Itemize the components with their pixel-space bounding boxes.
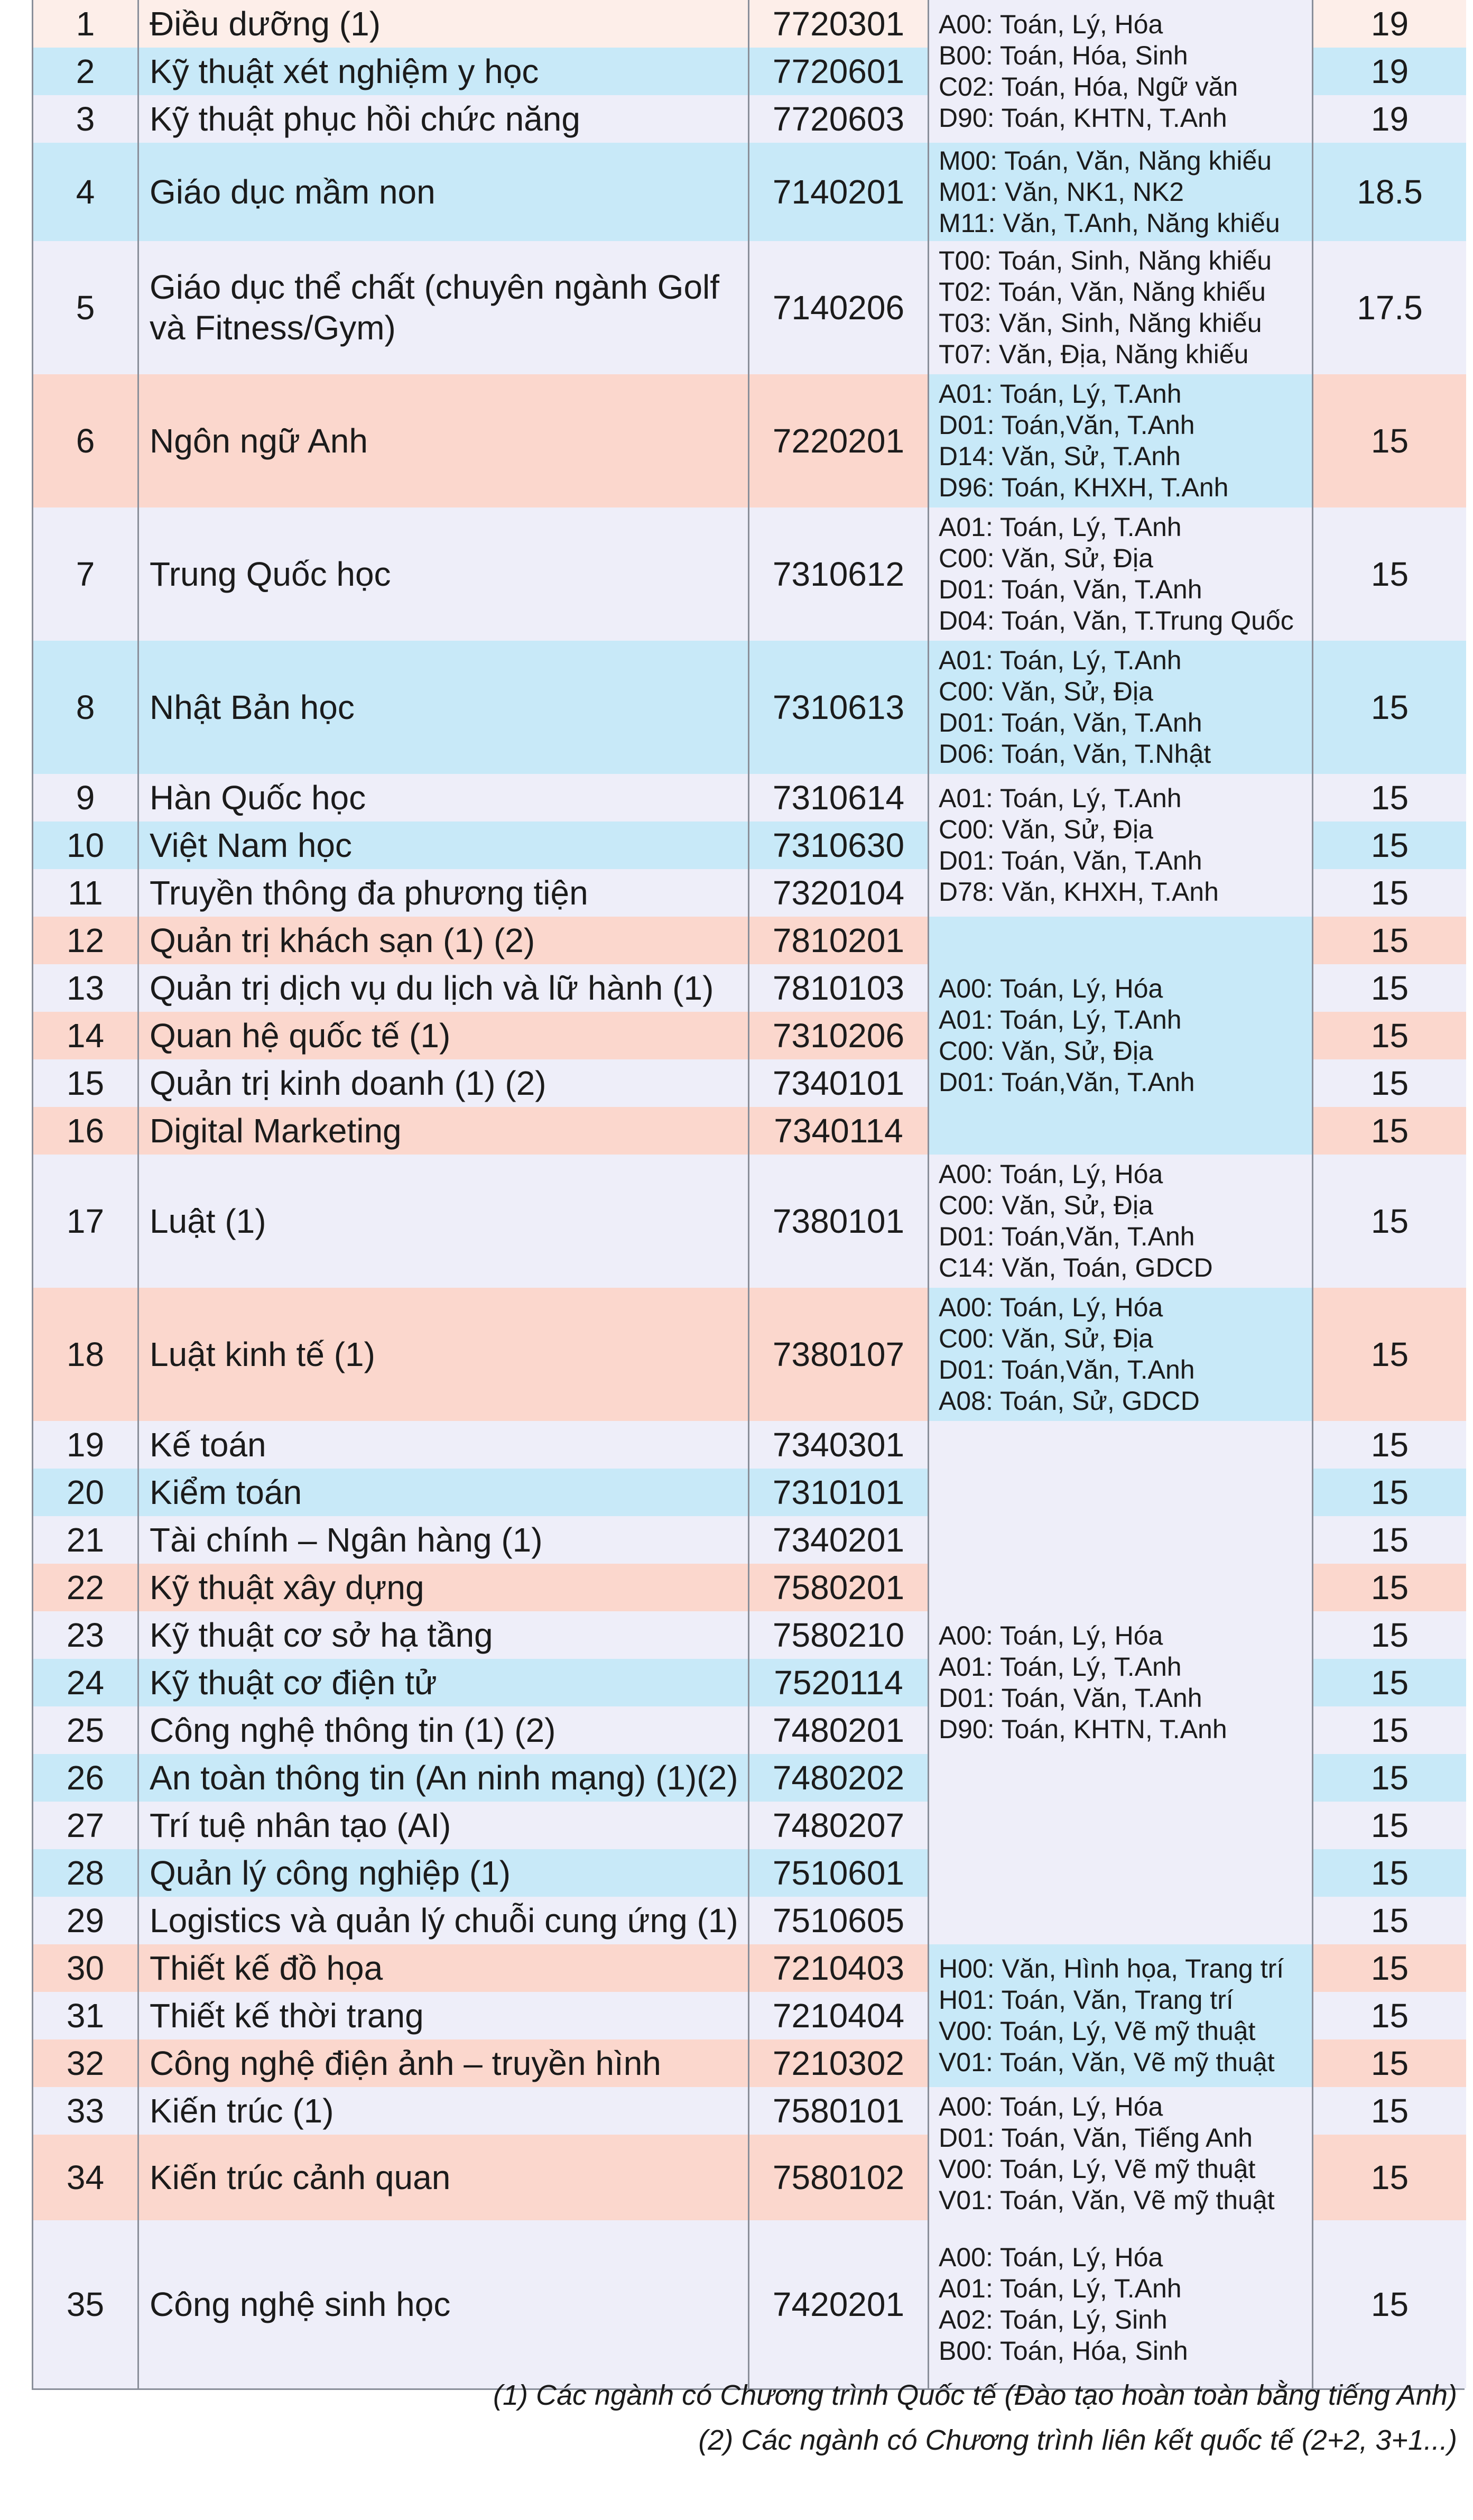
subject-combination: V00: Toán, Lý, Vẽ mỹ thuật xyxy=(939,2016,1256,2046)
program-name: Nhật Bản học xyxy=(139,641,749,774)
row-number: 7 xyxy=(33,507,139,641)
cutoff-score: 15 xyxy=(1313,1288,1466,1421)
subject-combination: D01: Toán,Văn, T.Anh xyxy=(939,1067,1195,1097)
cutoff-score: 15 xyxy=(1313,821,1466,869)
cutoff-score: 17.5 xyxy=(1313,241,1466,374)
program-code: 7510605 xyxy=(749,1897,929,1944)
row-number: 14 xyxy=(33,1012,139,1059)
row-number: 23 xyxy=(33,1611,139,1659)
subject-combination: M01: Văn, NK1, NK2 xyxy=(939,177,1184,207)
row-number: 26 xyxy=(33,1754,139,1802)
row-number: 30 xyxy=(33,1944,139,1992)
cutoff-score: 15 xyxy=(1313,1897,1466,1944)
cutoff-score: 15 xyxy=(1313,2087,1466,2135)
program-code: 7520114 xyxy=(749,1659,929,1706)
program-code: 7480201 xyxy=(749,1706,929,1754)
subject-combination: V01: Toán, Văn, Vẽ mỹ thuật xyxy=(939,2047,1275,2077)
row-number: 22 xyxy=(33,1564,139,1611)
subject-combination: A00: Toán, Lý, Hóa xyxy=(939,2092,1163,2121)
row-number: 19 xyxy=(33,1421,139,1469)
cutoff-score: 18.5 xyxy=(1313,143,1466,241)
program-name: Kế toán xyxy=(139,1421,749,1469)
program-name: Trung Quốc học xyxy=(139,507,749,641)
cutoff-score: 19 xyxy=(1313,48,1466,95)
program-code: 7220201 xyxy=(749,374,929,507)
subject-combination: A00: Toán, Lý, Hóa xyxy=(939,2242,1163,2272)
cutoff-score: 15 xyxy=(1313,1469,1466,1516)
footnote-1: (1) Các ngành có Chương trình Quốc tế (Đào tạo hoàn toàn bằng tiếng Anh) xyxy=(493,2379,1457,2411)
program-code: 7720603 xyxy=(749,95,929,143)
program-code: 7340301 xyxy=(749,1421,929,1469)
subject-combination: C00: Văn, Sử, Địa xyxy=(939,1324,1153,1353)
program-code: 7140201 xyxy=(749,143,929,241)
subject-combination: H01: Toán, Văn, Trang trí xyxy=(939,1985,1234,2015)
row-number: 24 xyxy=(33,1659,139,1706)
program-name: Kiến trúc cảnh quan xyxy=(139,2135,749,2220)
subject-combination: D90: Toán, KHTN, T.Anh xyxy=(939,103,1227,133)
subject-combination: V00: Toán, Lý, Vẽ mỹ thuật xyxy=(939,2154,1256,2184)
row-number: 17 xyxy=(33,1155,139,1288)
subject-combination-group xyxy=(929,1944,1313,2087)
program-code: 7480207 xyxy=(749,1802,929,1849)
cutoff-score: 15 xyxy=(1313,1155,1466,1288)
row-number: 35 xyxy=(33,2220,139,2388)
cutoff-score: 15 xyxy=(1313,1992,1466,2039)
program-code: 7720601 xyxy=(749,48,929,95)
program-name: Giáo dục thể chất (chuyên ngành Golf và Fitness/Gym) xyxy=(139,241,749,374)
cutoff-score: 19 xyxy=(1313,95,1466,143)
program-code: 7310630 xyxy=(749,821,929,869)
cutoff-score: 15 xyxy=(1313,1659,1466,1706)
row-number: 33 xyxy=(33,2087,139,2135)
subject-combination: A08: Toán, Sử, GDCD xyxy=(939,1386,1200,1416)
subject-combination: B00: Toán, Hóa, Sinh xyxy=(939,2336,1188,2366)
row-number: 21 xyxy=(33,1516,139,1564)
subject-combination: D01: Toán,Văn, T.Anh xyxy=(939,1355,1195,1384)
cutoff-score: 15 xyxy=(1313,1421,1466,1469)
subject-combination: A00: Toán, Lý, Hóa xyxy=(939,1293,1163,1322)
cutoff-score: 15 xyxy=(1313,2220,1466,2388)
subject-combination: D06: Toán, Văn, T.Nhật xyxy=(939,739,1211,769)
subject-combination: A01: Toán, Lý, T.Anh xyxy=(939,512,1182,542)
program-name: Kỹ thuật xây dựng xyxy=(139,1564,749,1611)
subject-combination-group xyxy=(929,507,1313,641)
row-number: 3 xyxy=(33,95,139,143)
program-name: Công nghệ sinh học xyxy=(139,2220,749,2388)
program-name: Quản trị dịch vụ du lịch và lữ hành (1) xyxy=(139,964,749,1012)
admission-score-table xyxy=(32,0,1465,2390)
program-name: Kỹ thuật cơ sở hạ tầng xyxy=(139,1611,749,1659)
subject-combination: C02: Toán, Hóa, Ngữ văn xyxy=(939,72,1238,101)
row-number: 32 xyxy=(33,2039,139,2087)
cutoff-score: 15 xyxy=(1313,2039,1466,2087)
row-number: 29 xyxy=(33,1897,139,1944)
subject-combination: A01: Toán, Lý, T.Anh xyxy=(939,379,1182,409)
cutoff-score: 15 xyxy=(1313,964,1466,1012)
program-code: 7310612 xyxy=(749,507,929,641)
program-code: 7310613 xyxy=(749,641,929,774)
subject-combination: B00: Toán, Hóa, Sinh xyxy=(939,41,1188,70)
program-name: An toàn thông tin (An ninh mạng) (1)(2) xyxy=(139,1754,749,1802)
subject-combination: T02: Toán, Văn, Năng khiếu xyxy=(939,277,1266,307)
subject-combination: D78: Văn, KHXH, T.Anh xyxy=(939,877,1219,907)
subject-combination: C00: Văn, Sử, Địa xyxy=(939,1190,1153,1220)
row-number: 5 xyxy=(33,241,139,374)
subject-combination: A01: Toán, Lý, T.Anh xyxy=(939,645,1182,675)
cutoff-score: 15 xyxy=(1313,1012,1466,1059)
cutoff-score: 15 xyxy=(1313,1802,1466,1849)
cutoff-score: 15 xyxy=(1313,869,1466,917)
subject-combination: M11: Văn, T.Anh, Năng khiếu xyxy=(939,208,1280,238)
program-name: Luật (1) xyxy=(139,1155,749,1288)
subject-combination: M00: Toán, Văn, Năng khiếu xyxy=(939,145,1272,176)
program-name: Luật kinh tế (1) xyxy=(139,1288,749,1421)
row-number: 8 xyxy=(33,641,139,774)
footnote-2: (2) Các ngành có Chương trình liên kết quốc tế (2+2, 3+1...) xyxy=(698,2424,1457,2456)
program-code: 7510601 xyxy=(749,1849,929,1897)
row-number: 6 xyxy=(33,374,139,507)
row-number: 4 xyxy=(33,143,139,241)
subject-combination-group xyxy=(929,2220,1313,2388)
subject-combination-group xyxy=(929,1421,1313,1944)
row-number: 31 xyxy=(33,1992,139,2039)
subject-combination: A02: Toán, Lý, Sinh xyxy=(939,2305,1168,2334)
cutoff-score: 15 xyxy=(1313,1706,1466,1754)
row-number: 11 xyxy=(33,869,139,917)
subject-combination: D01: Toán,Văn, T.Anh xyxy=(939,1222,1195,1251)
subject-combination-group xyxy=(929,2087,1313,2220)
program-name: Quan hệ quốc tế (1) xyxy=(139,1012,749,1059)
program-name: Kiến trúc (1) xyxy=(139,2087,749,2135)
program-name: Quản lý công nghiệp (1) xyxy=(139,1849,749,1897)
subject-combination: A01: Toán, Lý, T.Anh xyxy=(939,2274,1182,2303)
program-name: Quản trị khách sạn (1) (2) xyxy=(139,917,749,964)
program-name: Công nghệ thông tin (1) (2) xyxy=(139,1706,749,1754)
program-name: Kỹ thuật phục hồi chức năng xyxy=(139,95,749,143)
program-code: 7580102 xyxy=(749,2135,929,2220)
subject-combination: D01: Toán, Văn, T.Anh xyxy=(939,846,1202,875)
program-name: Quản trị kinh doanh (1) (2) xyxy=(139,1059,749,1107)
subject-combination: T03: Văn, Sinh, Năng khiếu xyxy=(939,308,1262,338)
program-name: Trí tuệ nhân tạo (AI) xyxy=(139,1802,749,1849)
subject-combination: A00: Toán, Lý, Hóa xyxy=(939,10,1163,39)
subject-combination-group xyxy=(929,1288,1313,1421)
row-number: 9 xyxy=(33,774,139,821)
subject-combination: H00: Văn, Hình họa, Trang trí xyxy=(939,1954,1284,1983)
program-code: 7580201 xyxy=(749,1564,929,1611)
program-name: Ngôn ngữ Anh xyxy=(139,374,749,507)
program-code: 7580210 xyxy=(749,1611,929,1659)
subject-combination-group xyxy=(929,0,1313,143)
subject-combination: C00: Văn, Sử, Địa xyxy=(939,543,1153,573)
program-code: 7340101 xyxy=(749,1059,929,1107)
program-code: 7310614 xyxy=(749,774,929,821)
subject-combination: T00: Toán, Sinh, Năng khiếu xyxy=(939,246,1272,275)
program-code: 7340201 xyxy=(749,1516,929,1564)
program-code: 7310206 xyxy=(749,1012,929,1059)
row-number: 15 xyxy=(33,1059,139,1107)
cutoff-score: 15 xyxy=(1313,1059,1466,1107)
cutoff-score: 19 xyxy=(1313,0,1466,48)
program-code: 7480202 xyxy=(749,1754,929,1802)
program-code: 7310101 xyxy=(749,1469,929,1516)
subject-combination-group xyxy=(929,1155,1313,1288)
row-number: 20 xyxy=(33,1469,139,1516)
program-code: 7810201 xyxy=(749,917,929,964)
cutoff-score: 15 xyxy=(1313,1754,1466,1802)
cutoff-score: 15 xyxy=(1313,1944,1466,1992)
subject-combination-group xyxy=(929,241,1313,374)
cutoff-score: 15 xyxy=(1313,1516,1466,1564)
row-number: 28 xyxy=(33,1849,139,1897)
program-name: Kỹ thuật cơ điện tử xyxy=(139,1659,749,1706)
cutoff-score: 15 xyxy=(1313,374,1466,507)
subject-combination-group xyxy=(929,374,1313,507)
program-name: Hàn Quốc học xyxy=(139,774,749,821)
subject-combination: C00: Văn, Sử, Địa xyxy=(939,677,1153,706)
row-number: 12 xyxy=(33,917,139,964)
subject-combination: D01: Toán, Văn, Tiếng Anh xyxy=(939,2123,1253,2153)
program-code: 7580101 xyxy=(749,2087,929,2135)
program-code: 7320104 xyxy=(749,869,929,917)
program-name: Kiểm toán xyxy=(139,1469,749,1516)
program-name: Điều dưỡng (1) xyxy=(139,0,749,48)
subject-combination: D90: Toán, KHTN, T.Anh xyxy=(939,1714,1227,1744)
subject-combination-group xyxy=(929,641,1313,774)
program-code: 7210302 xyxy=(749,2039,929,2087)
subject-combination: A01: Toán, Lý, T.Anh xyxy=(939,783,1182,813)
program-code: 7210403 xyxy=(749,1944,929,1992)
cutoff-score: 15 xyxy=(1313,917,1466,964)
cutoff-score: 15 xyxy=(1313,1849,1466,1897)
subject-combination: C00: Văn, Sử, Địa xyxy=(939,815,1153,844)
program-name: Truyền thông đa phương tiện xyxy=(139,869,749,917)
subject-combination: D14: Văn, Sử, T.Anh xyxy=(939,441,1181,471)
subject-combination: A01: Toán, Lý, T.Anh xyxy=(939,1652,1182,1682)
subject-combination: A00: Toán, Lý, Hóa xyxy=(939,974,1163,1003)
subject-combination: A00: Toán, Lý, Hóa xyxy=(939,1159,1163,1189)
program-code: 7380107 xyxy=(749,1288,929,1421)
program-code: 7420201 xyxy=(749,2220,929,2388)
program-code: 7340114 xyxy=(749,1107,929,1155)
program-name: Việt Nam học xyxy=(139,821,749,869)
program-name: Logistics và quản lý chuỗi cung ứng (1) xyxy=(139,1897,749,1944)
subject-combination: D04: Toán, Văn, T.Trung Quốc xyxy=(939,606,1294,635)
program-code: 7210404 xyxy=(749,1992,929,2039)
row-number: 10 xyxy=(33,821,139,869)
program-name: Thiết kế đồ họa xyxy=(139,1944,749,1992)
program-name: Công nghệ điện ảnh – truyền hình xyxy=(139,2039,749,2087)
subject-combination: D01: Toán, Văn, T.Anh xyxy=(939,708,1202,737)
cutoff-score: 15 xyxy=(1313,1611,1466,1659)
row-number: 27 xyxy=(33,1802,139,1849)
cutoff-score: 15 xyxy=(1313,1107,1466,1155)
subject-combination: D01: Toán, Văn, T.Anh xyxy=(939,575,1202,604)
cutoff-score: 15 xyxy=(1313,641,1466,774)
program-code: 7720301 xyxy=(749,0,929,48)
cutoff-score: 15 xyxy=(1313,507,1466,641)
program-name: Thiết kế thời trang xyxy=(139,1992,749,2039)
program-code: 7810103 xyxy=(749,964,929,1012)
program-code: 7380101 xyxy=(749,1155,929,1288)
subject-combination: D96: Toán, KHXH, T.Anh xyxy=(939,473,1229,502)
subject-combination: A00: Toán, Lý, Hóa xyxy=(939,1621,1163,1650)
subject-combination: T07: Văn, Địa, Năng khiếu xyxy=(939,339,1249,369)
subject-combination: D01: Toán,Văn, T.Anh xyxy=(939,410,1195,440)
row-number: 18 xyxy=(33,1288,139,1421)
cutoff-score: 15 xyxy=(1313,774,1466,821)
row-number: 13 xyxy=(33,964,139,1012)
cutoff-score: 15 xyxy=(1313,2135,1466,2220)
subject-combination: V01: Toán, Văn, Vẽ mỹ thuật xyxy=(939,2185,1275,2215)
program-name: Kỹ thuật xét nghiệm y học xyxy=(139,48,749,95)
program-name: Giáo dục mầm non xyxy=(139,143,749,241)
subject-combination-group xyxy=(929,143,1313,241)
subject-combination: C00: Văn, Sử, Địa xyxy=(939,1036,1153,1066)
program-code: 7140206 xyxy=(749,241,929,374)
row-number: 1 xyxy=(33,0,139,48)
row-number: 16 xyxy=(33,1107,139,1155)
subject-combination-group xyxy=(929,917,1313,1155)
row-number: 34 xyxy=(33,2135,139,2220)
program-name: Tài chính – Ngân hàng (1) xyxy=(139,1516,749,1564)
row-number: 2 xyxy=(33,48,139,95)
row-number: 25 xyxy=(33,1706,139,1754)
subject-combination-group xyxy=(929,774,1313,917)
program-name: Digital Marketing xyxy=(139,1107,749,1155)
subject-combination: D01: Toán, Văn, T.Anh xyxy=(939,1683,1202,1713)
subject-combination: C14: Văn, Toán, GDCD xyxy=(939,1253,1213,1282)
subject-combination: A01: Toán, Lý, T.Anh xyxy=(939,1005,1182,1035)
cutoff-score: 15 xyxy=(1313,1564,1466,1611)
